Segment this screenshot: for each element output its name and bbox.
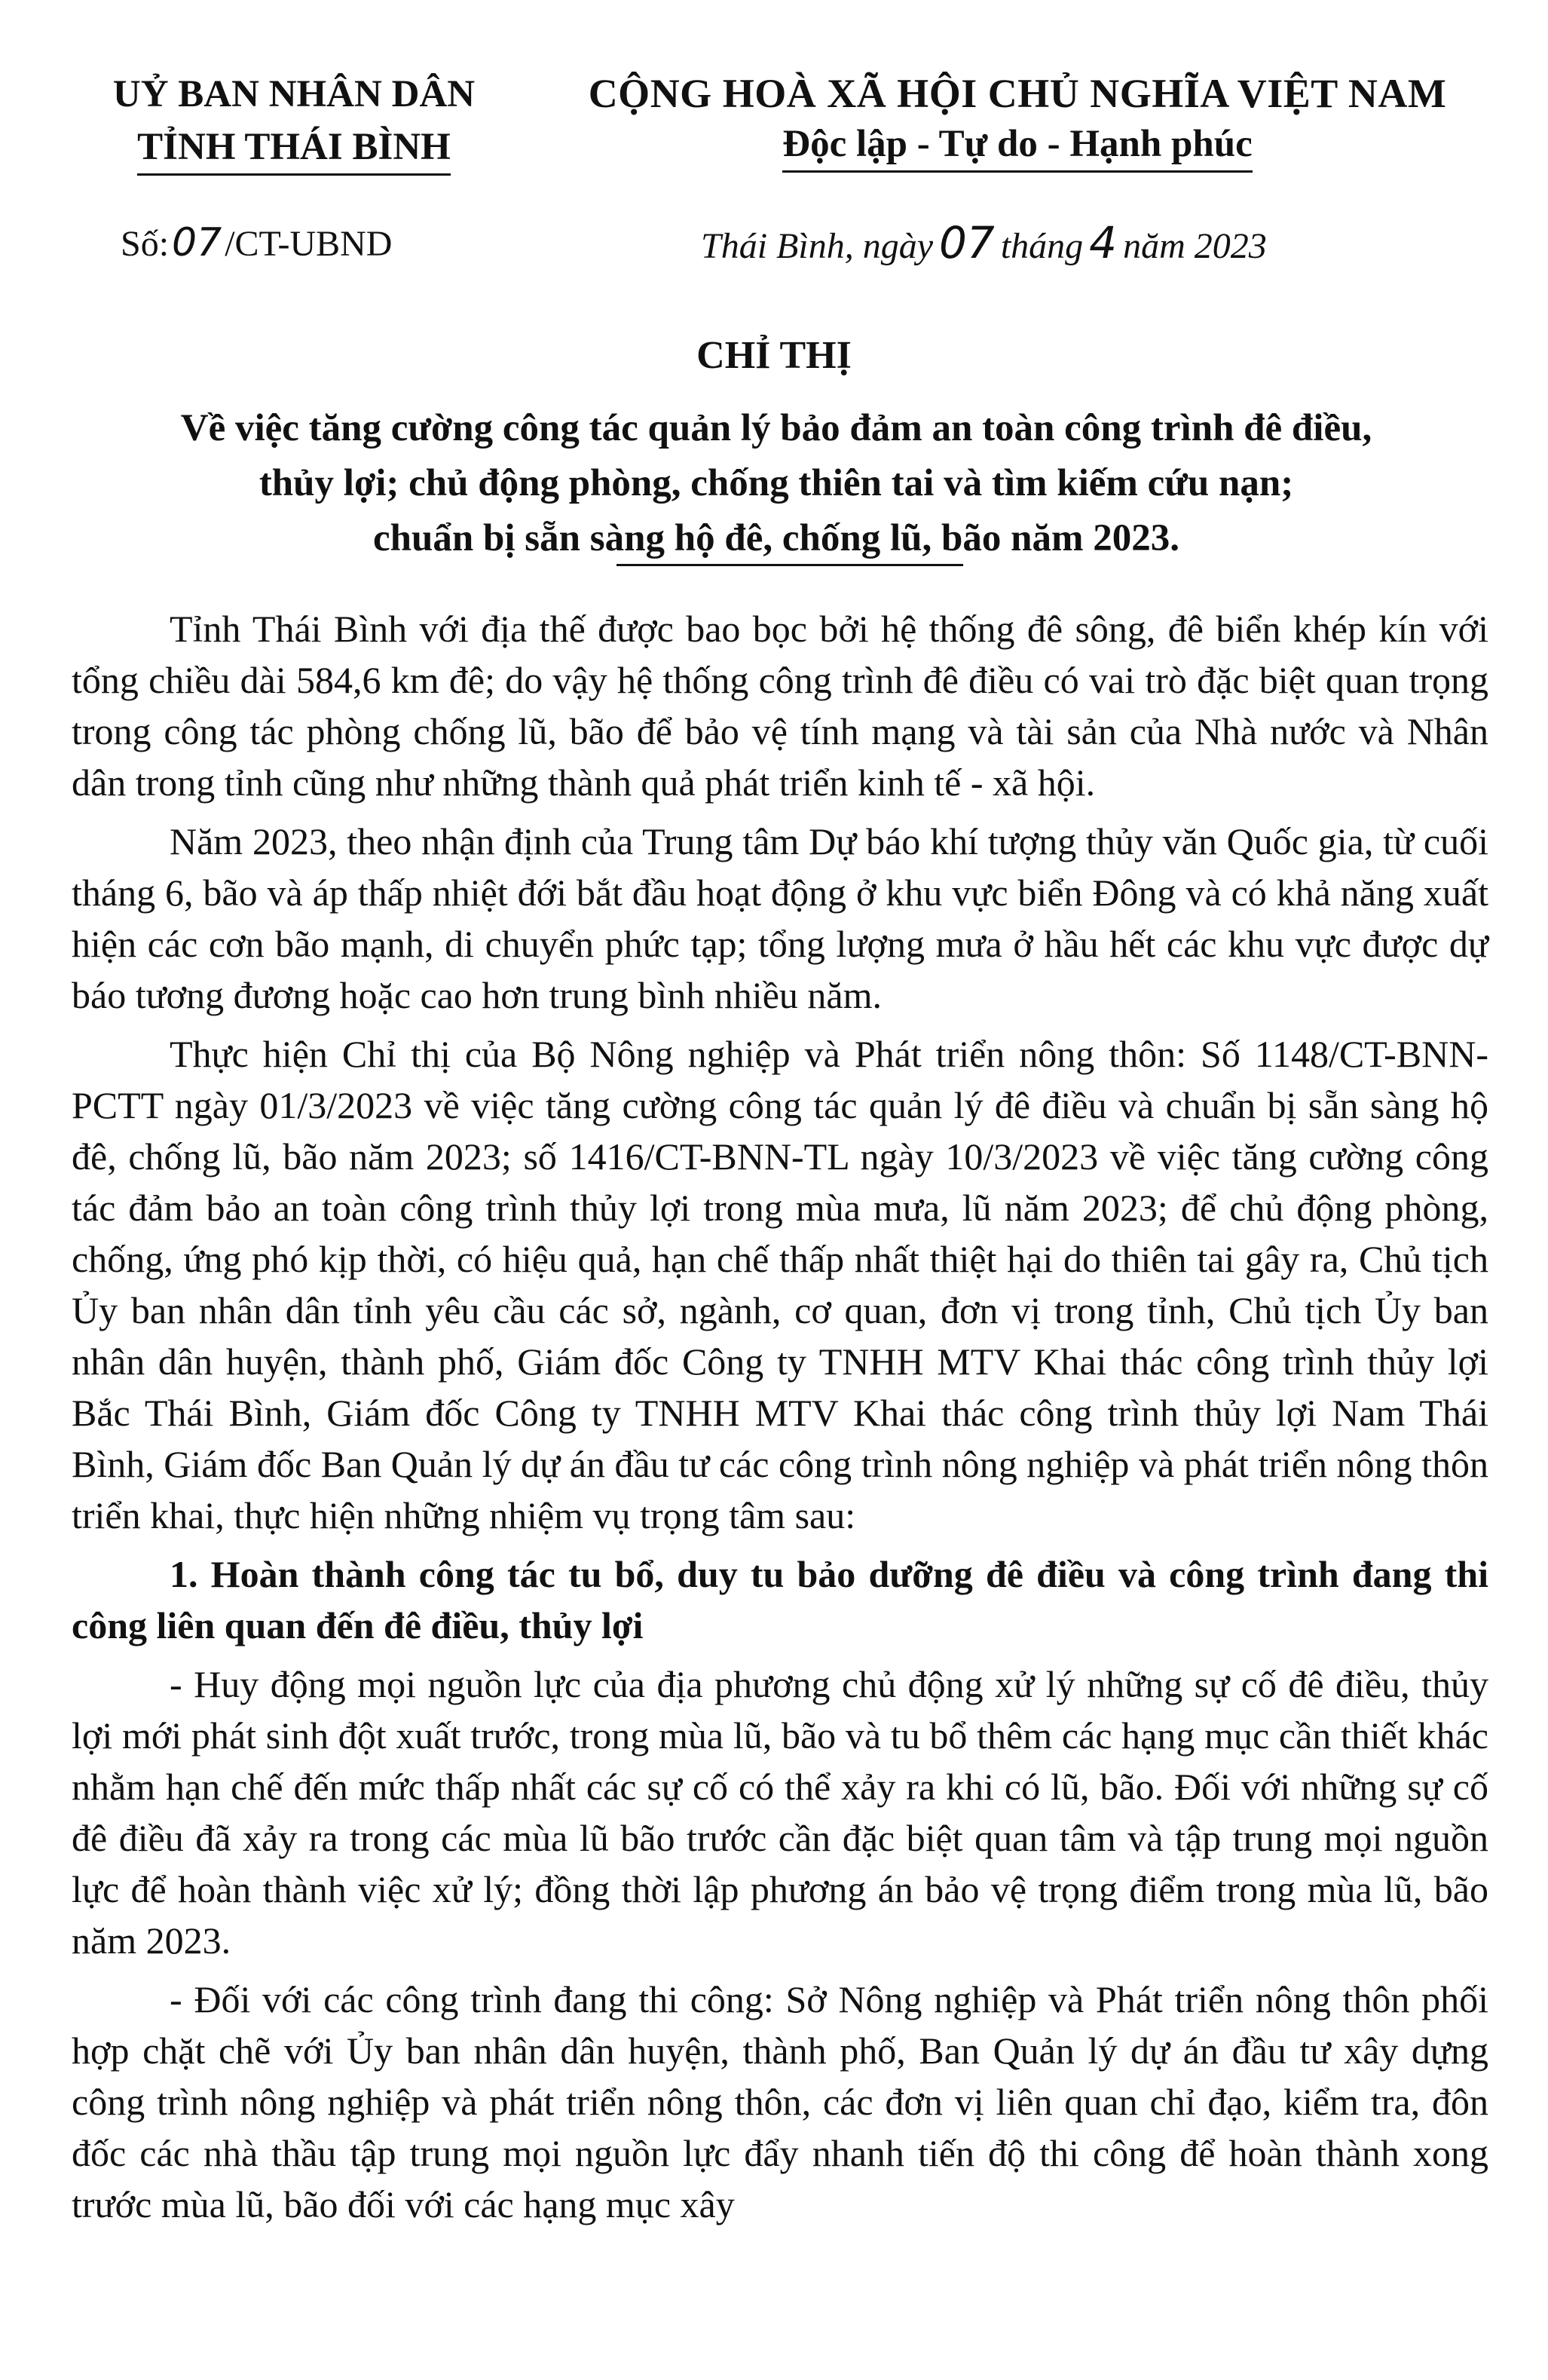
paragraph-item-1: - Huy động mọi nguồn lực của địa phương chủ động xử lý những sự cố đê điều, thủy lợi mới phát sinh đột xuất trước, trong mùa lũ, bão và tu bổ thêm các hạng mục cần thiết khác nhằm hạn chế đến mức thấp nhất các sự cố có thể xảy ra khi có lũ, bão. Đối với những sự cố đê điều đã xảy ra trong các mùa lũ bão trước cần đặc biệt quan tâm và tập trung mọi nguồn lực để hoàn thành việc xử lý; đồng thời lập phương án bảo vệ trọng điểm trong mùa lũ, bão năm 2023.: [72, 1663, 1488, 1962]
date-place: Thái Bình, ngày: [701, 226, 933, 266]
issuing-authority: [60, 68, 528, 176]
docnum-suffix: /CT-UBND: [225, 224, 393, 264]
national-motto: Độc lập - Tự do - Hạnh phúc: [782, 121, 1252, 173]
document-body: [72, 603, 1488, 2238]
date-month-label: tháng: [1000, 226, 1084, 266]
date-month-handwritten: 4: [1089, 217, 1118, 268]
document-subject: [68, 401, 1485, 566]
paragraph-intro: Tỉnh Thái Bình với địa thế được bao bọc bởi hệ thống đê sông, đê biển khép kín với tổng chiều dài 584,6 km đê; do vậy hệ thống công trình đê điều có vai trò đặc biệt quan trọng trong công tác phòng chống lũ, bão để bảo vệ tính mạng và tài sản của Nhà nước và Nhân dân trong tỉnh cũng như những thành quả phát triển kinh tế - xã hội.: [72, 608, 1488, 804]
date-day-handwritten: 07: [939, 217, 995, 268]
date-line: [701, 217, 1267, 268]
authority-line-1: UỶ BAN NHÂN DÂN: [112, 73, 476, 115]
paragraph-directive: Thực hiện Chỉ thị của Bộ Nông nghiệp và Phát triển nông thôn: Số 1148/CT-BNN-PCTT ngày 01/3/2023 về việc tăng cường công tác quản lý đê điều và chuẩn bị sẵn sàng hộ đê, chống lũ, bão năm 2023; số 1416/CT-BNN-TL ngày 10/3/2023 về việc tăng cường công tác đảm bảo an toàn công trình thủy lợi trong mùa mưa, lũ năm 2023; để chủ động phòng, chống, ứng phó kịp thời, có hiệu quả, hạn chế thấp nhất thiệt hại do thiên tai gây ra, Chủ tịch Ủy ban nhân dân tỉnh yêu cầu các sở, ngành, cơ quan, đơn vị trong tỉnh, Chủ tịch Ủy ban nhân dân huyện, thành phố, Giám đốc Công ty TNHH MTV Khai thác công trình thủy lợi Bắc Thái Bình, Giám đốc Công ty TNHH MTV Khai thác công trình thủy lợi Nam Thái Bình, Giám đốc Ban Quản lý dự án đầu tư các công trình nông nghiệp và phát triển nông thôn triển khai, thực hiện những nhiệm vụ trọng tâm sau:: [72, 1033, 1488, 1536]
paragraph-item-2: - Đối với các công trình đang thi công: Sở Nông nghiệp và Phát triển nông thôn phối hợp chặt chẽ với Ủy ban nhân dân huyện, thành phố, Ban Quản lý dự án đầu tư xây dựng công trình nông nghiệp và phát triển nông thôn, các đơn vị liên quan chỉ đạo, kiểm tra, đôn đốc các nhà thầu tập trung mọi nguồn lực đẩy nhanh tiến độ thi công để hoàn thành xong trước mùa lũ, bão đối với các hạng mục xây: [72, 1978, 1488, 2225]
subject-line-1: Về việc tăng cường công tác quản lý bảo đảm an toàn công trình đê điều,: [180, 407, 1372, 449]
authority-line-2: TỈNH THÁI BÌNH: [137, 124, 451, 176]
subject-line-2: thủy lợi; chủ động phòng, chống thiên tai và tìm kiếm cứu nạn;: [259, 462, 1294, 504]
section-heading-1: 1. Hoàn thành công tác tu bổ, duy tu bảo dưỡng đê điều và công trình đang thi công liên quan đến đê điều, thủy lợi: [72, 1553, 1488, 1646]
date-year: năm 2023: [1123, 226, 1267, 266]
nation-name: CỘNG HOÀ XÃ HỘI CHỦ NGHĨA VIỆT NAM: [588, 71, 1447, 116]
national-title: [528, 66, 1507, 180]
docnum-handwritten: 07: [172, 220, 222, 265]
subject-divider: [616, 564, 963, 566]
subject-line-3: chuẩn bị sẵn sàng hộ đê, chống lũ, bão năm 2023.: [373, 517, 1179, 559]
docnum-prefix: Số:: [121, 224, 170, 264]
document-type: CHỈ THỊ: [696, 334, 852, 377]
paragraph-forecast: Năm 2023, theo nhận định của Trung tâm Dự báo khí tượng thủy văn Quốc gia, từ cuối tháng 6, bão và áp thấp nhiệt đới bắt đầu hoạt động ở khu vực biển Đông và có khả năng xuất hiện các cơn bão mạnh, di chuyển phức tạp; tổng lượng mưa ở hầu hết các khu vực được dự báo tương đương hoặc cao hơn trung bình nhiều năm.: [72, 820, 1488, 1016]
document-number: [121, 220, 392, 265]
